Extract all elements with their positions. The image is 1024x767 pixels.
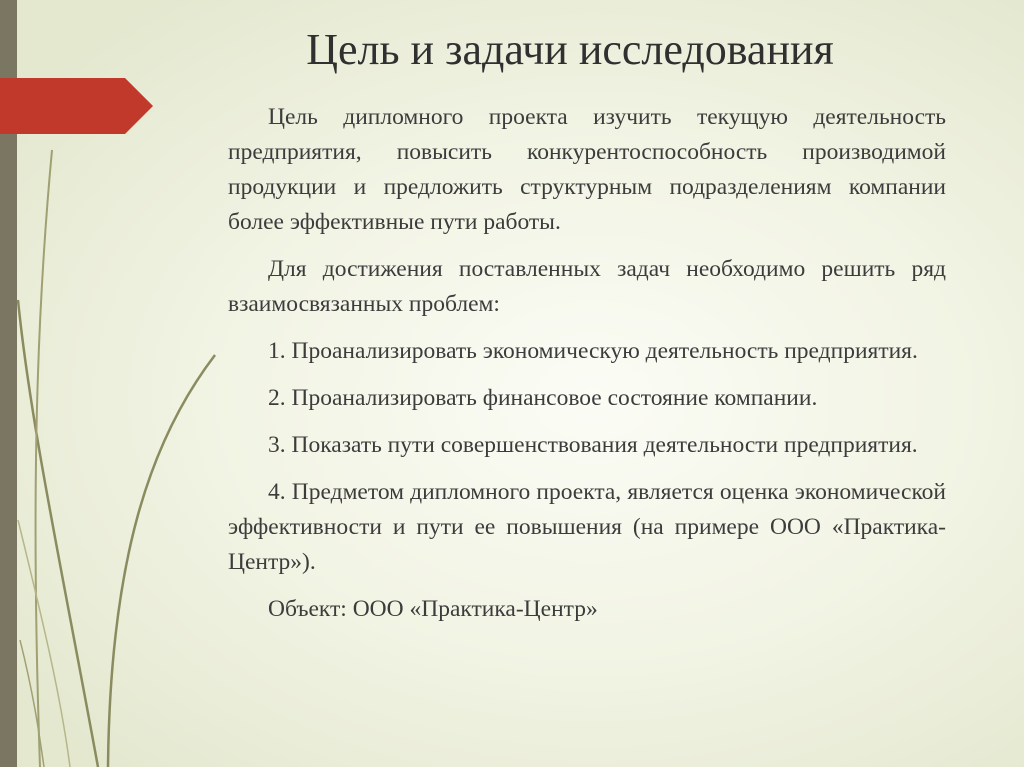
task-item-3: 3. Показать пути совершенствования деятельности предприятия. <box>268 432 918 458</box>
paragraph-goal: Цель дипломного проекта изучить текущую деятельность предприятия, повысить конкурентоспособность производимой продукции и предложить структурным подразделениям компании более эффективные пути работы. <box>228 104 946 235</box>
task-item-2: 2. Проанализировать финансовое состояние компании. <box>268 385 818 411</box>
paragraph-tasks-intro: Для достижения поставленных задач необходимо решить ряд взаимосвязанных проблем: <box>228 256 946 317</box>
paragraph-object: Объект: ООО «Практика-Центр» <box>268 596 598 622</box>
grass-line-2 <box>36 150 52 767</box>
grass-line-4 <box>18 520 70 767</box>
slide-title: Цель и задачи исследования <box>306 25 834 74</box>
red-arrow-banner <box>0 0 160 140</box>
task-item-4: 4. Предметом дипломного проекта, является оценка экономической эффективности и пути ее повышения (на примере ООО «Практика-Центр»). <box>228 479 946 575</box>
task-item-1: 1. Проанализировать экономическую деятельность предприятия. <box>268 338 918 364</box>
grass-line-3 <box>108 355 215 767</box>
slide-body <box>228 100 946 639</box>
grass-line-5 <box>20 640 44 767</box>
